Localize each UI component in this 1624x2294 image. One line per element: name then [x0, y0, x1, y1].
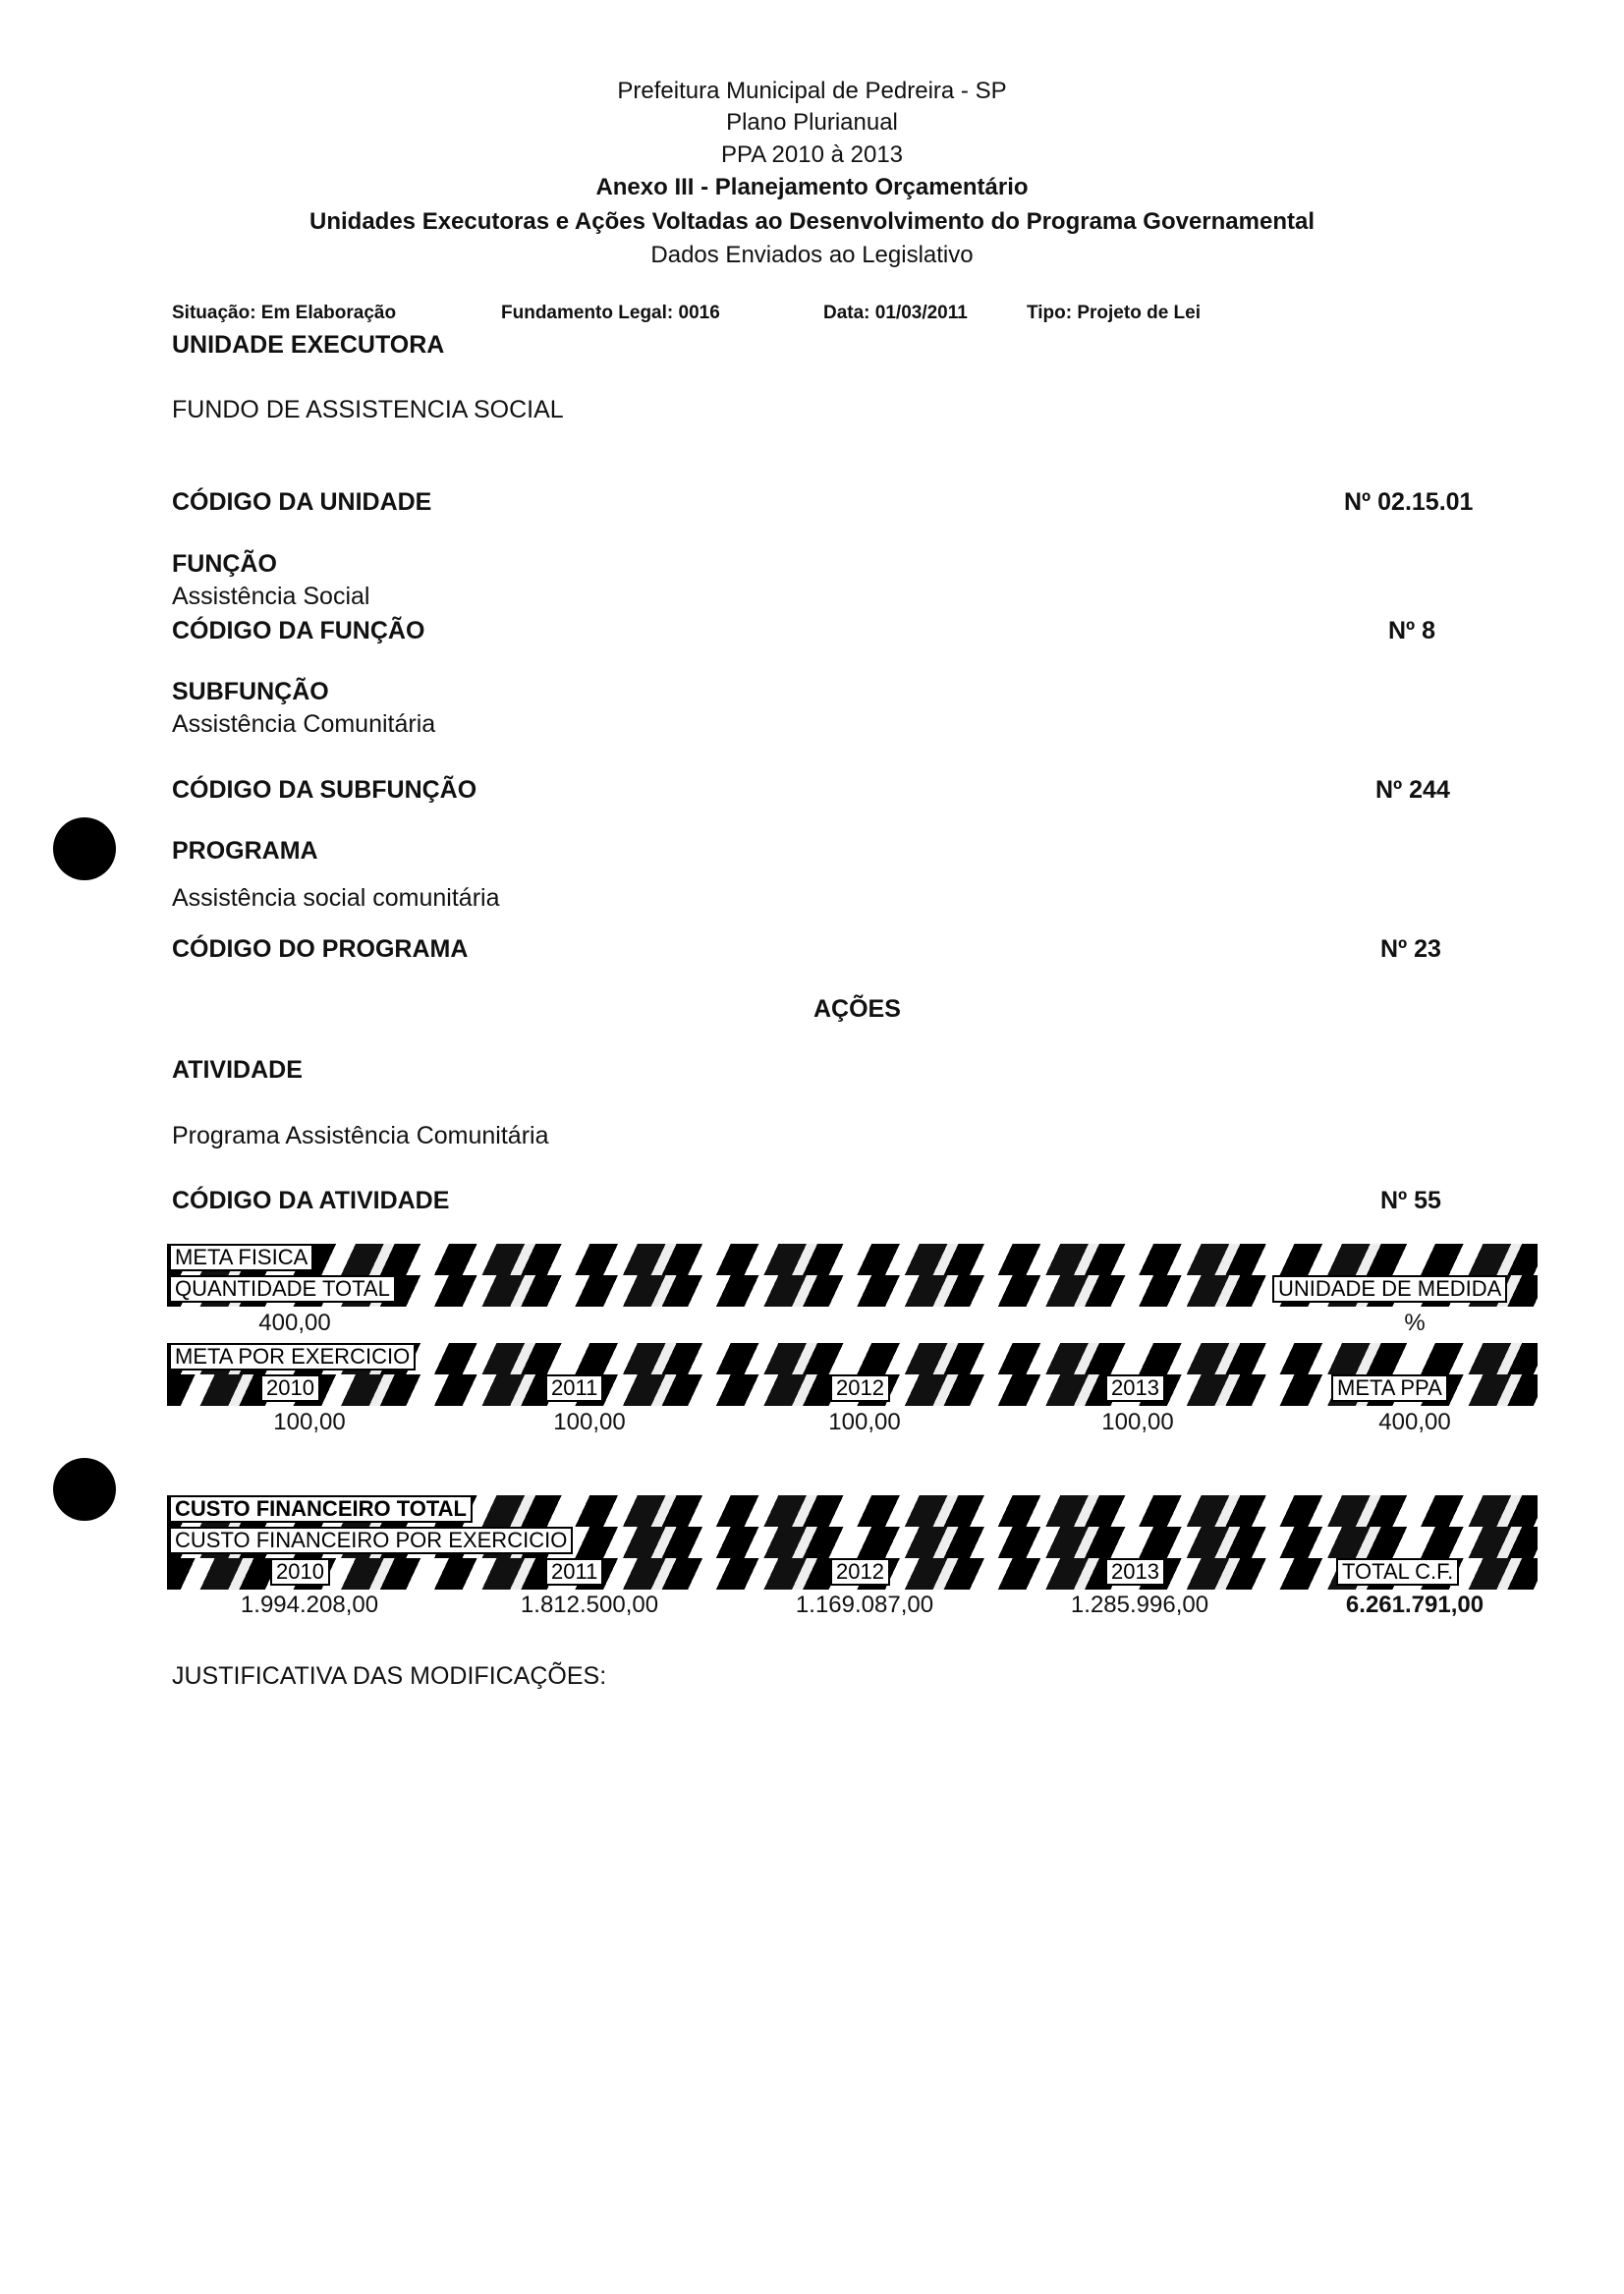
header-line-2: Plano Plurianual [726, 109, 898, 136]
codigo-atividade-value: Nº 55 [1380, 1187, 1441, 1214]
custo-total-title: CUSTO FINANCEIRO TOTAL [169, 1495, 473, 1523]
header-line-5: Unidades Executoras e Ações Voltadas ao Desenvolvimento do Programa Governamental [309, 208, 1315, 235]
custo-exercicio-band [167, 1527, 1538, 1558]
unidade-executora-value: FUNDO DE ASSISTENCIA SOCIAL [172, 396, 564, 423]
custo-year-2012: 2012 [830, 1558, 890, 1586]
custo-value-2010: 1.994.208,00 [240, 1592, 379, 1618]
punch-hole-icon [53, 1458, 116, 1521]
meta-ppa-value: 400,00 [1378, 1409, 1451, 1435]
codigo-programa-label: CÓDIGO DO PROGRAMA [172, 935, 469, 963]
meta-value-2011: 100,00 [553, 1409, 626, 1435]
acoes-title: AÇÕES [813, 995, 901, 1023]
meta-ppa-header: META PPA [1331, 1374, 1448, 1402]
funcao-value: Assistência Social [172, 583, 370, 610]
unidade-medida-header: UNIDADE DE MEDIDA [1272, 1275, 1507, 1303]
quantidade-total-value: 400,00 [258, 1310, 331, 1336]
quantidade-total-header: QUANTIDADE TOTAL [169, 1275, 396, 1303]
programa-value: Assistência social comunitária [172, 884, 500, 912]
subfuncao-value: Assistência Comunitária [172, 710, 436, 738]
header-line-6: Dados Enviados ao Legislativo [650, 242, 974, 268]
atividade-value: Programa Assistência Comunitária [172, 1122, 549, 1149]
codigo-subfuncao-value: Nº 244 [1375, 776, 1450, 804]
fundamento-legal: Fundamento Legal: 0016 [501, 303, 720, 323]
meta-fisica-header-band [167, 1275, 1538, 1307]
meta-exercicio-title: META POR EXERCICIO [169, 1343, 416, 1371]
punch-hole-icon [53, 817, 116, 880]
codigo-subfuncao-label: CÓDIGO DA SUBFUNÇÃO [172, 776, 477, 804]
codigo-unidade-value: Nº 02.15.01 [1344, 488, 1474, 516]
data: Data: 01/03/2011 [823, 303, 968, 323]
custo-year-2011: 2011 [545, 1558, 603, 1586]
atividade-label: ATIVIDADE [172, 1056, 303, 1084]
situacao: Situação: Em Elaboração [172, 303, 397, 323]
header-line-3: PPA 2010 à 2013 [720, 141, 904, 168]
custo-value-2013: 1.285.996,00 [1070, 1592, 1209, 1618]
custo-year-2010: 2010 [270, 1558, 330, 1586]
programa-label: PROGRAMA [172, 837, 318, 865]
custo-total-band [167, 1495, 1538, 1527]
custo-value-2011: 1.812.500,00 [520, 1592, 659, 1618]
custo-year-2013: 2013 [1105, 1558, 1165, 1586]
meta-exercicio-band [167, 1343, 1538, 1374]
unidade-executora-label: UNIDADE EXECUTORA [172, 331, 445, 359]
meta-year-2011: 2011 [545, 1374, 603, 1402]
total-cf-value: 6.261.791,00 [1345, 1592, 1484, 1618]
meta-fisica-band [167, 1244, 1538, 1275]
funcao-label: FUNÇÃO [172, 550, 277, 578]
codigo-funcao-value: Nº 8 [1388, 617, 1436, 644]
meta-fisica-title: META FISICA [169, 1244, 313, 1271]
meta-value-2013: 100,00 [1101, 1409, 1174, 1435]
unidade-medida-value: % [1404, 1310, 1426, 1336]
codigo-atividade-label: CÓDIGO DA ATIVIDADE [172, 1187, 450, 1214]
tipo: Tipo: Projeto de Lei [1027, 303, 1201, 323]
custo-value-2012: 1.169.087,00 [795, 1592, 934, 1618]
justificativa-label: JUSTIFICATIVA DAS MODIFICAÇÕES: [172, 1662, 607, 1690]
subfuncao-label: SUBFUNÇÃO [172, 678, 329, 705]
codigo-programa-value: Nº 23 [1380, 935, 1441, 963]
custo-exercicio-title: CUSTO FINANCEIRO POR EXERCICIO [169, 1527, 573, 1554]
total-cf-header: TOTAL C.F. [1336, 1558, 1459, 1586]
codigo-funcao-label: CÓDIGO DA FUNÇÃO [172, 617, 425, 644]
meta-value-2010: 100,00 [273, 1409, 346, 1435]
header-line-1: Prefeitura Municipal de Pedreira - SP [617, 78, 1007, 104]
header-line-4: Anexo III - Planejamento Orçamentário [595, 174, 1029, 200]
meta-value-2012: 100,00 [828, 1409, 901, 1435]
codigo-unidade-label: CÓDIGO DA UNIDADE [172, 488, 432, 516]
meta-year-2010: 2010 [260, 1374, 320, 1402]
meta-year-2012: 2012 [830, 1374, 890, 1402]
custo-header-band [167, 1558, 1538, 1590]
meta-year-2013: 2013 [1105, 1374, 1165, 1402]
meta-exercicio-header-band [167, 1374, 1538, 1406]
